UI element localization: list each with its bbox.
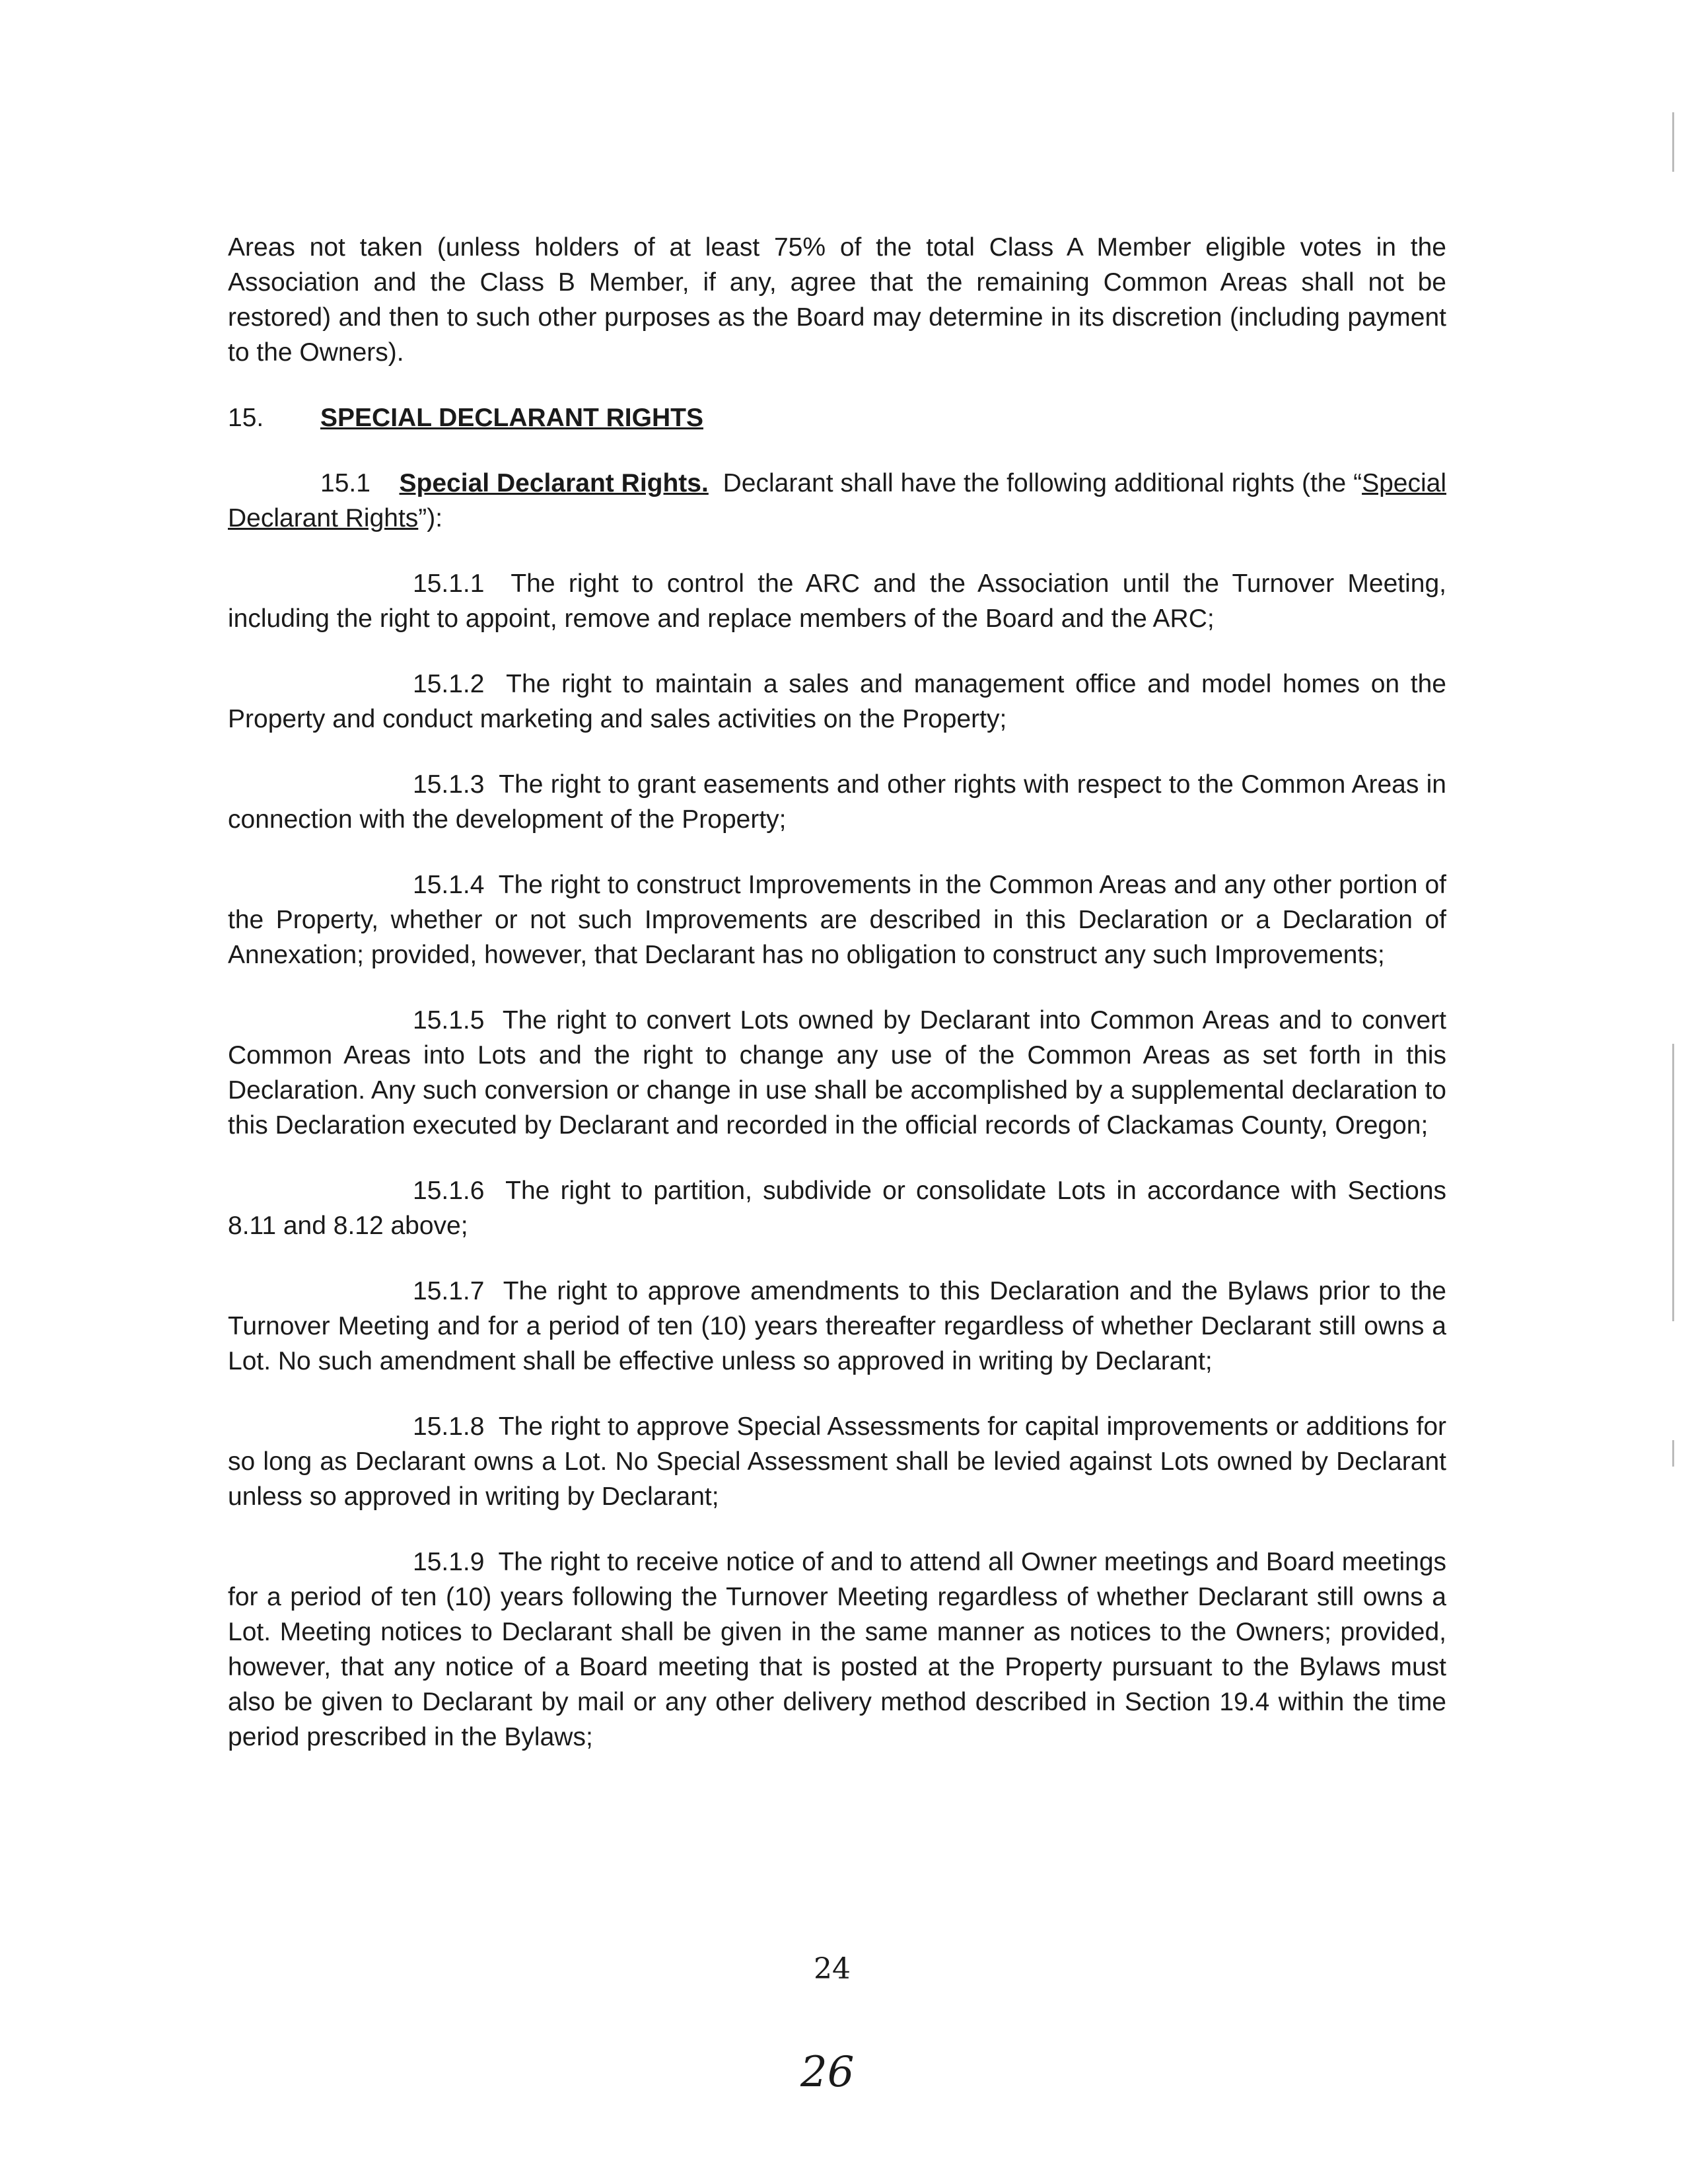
item-text: The right to approve amendments to this Declaration and the Bylaws prior to the Turnover Meeting and for a period of ten (10) years thereafter regardless of whether Declarant still owns a Lot. No such amendment shall be effective unless so approved in writing by Declarant; — [228, 1277, 1446, 1375]
section-number: 15. — [228, 404, 264, 432]
subsection-title: Special Declarant Rights. — [399, 469, 709, 497]
list-item — [228, 1545, 1446, 1755]
scan-margin-mark — [1672, 1044, 1674, 1321]
section-title: SPECIAL DECLARANT RIGHTS — [320, 404, 703, 432]
item-text: The right to partition, subdivide or consolidate Lots in accordance with Sections 8.11 and 8.12 above; — [228, 1177, 1447, 1240]
item-text: The right to convert Lots owned by Declarant into Common Areas and to convert Common Areas into Lots and the right to change any use of the Common Areas as set forth in this Declaration. Any such conversion or change in use shall be accomplished by a supplemental declaration to this Declaration executed by Declarant and recorded in the official records of Clackamas County, Oregon; — [228, 1006, 1447, 1140]
list-item — [228, 1274, 1446, 1379]
section-heading — [228, 400, 1446, 435]
item-number: 15.1.9 — [413, 1548, 485, 1576]
item-number: 15.1.8 — [413, 1412, 485, 1441]
list-item — [228, 667, 1446, 737]
item-text: The right to maintain a sales and management office and model homes on the Property and conduct marketing and sales activities on the Property; — [228, 670, 1446, 733]
item-number: 15.1.7 — [413, 1277, 485, 1305]
list-item — [228, 1409, 1446, 1514]
item-number: 15.1.1 — [413, 569, 485, 598]
item-text: The right to approve Special Assessments for capital improvements or additions for so long as Declarant owns a Lot. No Special Assessment shall be levied against Lots owned by Declarant unless so approved in writing by Declarant; — [228, 1412, 1446, 1511]
item-number: 15.1.4 — [413, 871, 485, 899]
scan-margin-mark — [1672, 112, 1674, 172]
subsection-paragraph — [228, 466, 1446, 536]
subsection-text-after: ”): — [418, 504, 443, 532]
list-item — [228, 767, 1446, 837]
list-item — [228, 867, 1446, 972]
defined-term: Special Declarant Rights — [228, 469, 1446, 532]
page-number: 24 — [814, 1952, 851, 1986]
document-body — [228, 230, 1446, 1785]
list-item — [228, 566, 1446, 636]
list-item — [228, 1003, 1446, 1143]
item-number: 15.1.5 — [413, 1006, 485, 1035]
continuation-paragraph: Areas not taken (unless holders of at least 75% of the total Class A Member eligible votes in the Association and the Class B Member, if any, agree that the remaining Common Areas shall not be restored) and then to such other purposes as the Board may determine in its discretion (including payment to the Owners). — [228, 233, 1446, 367]
subsection-text-before: Declarant shall have the following additional rights (the “ — [723, 469, 1362, 497]
item-number: 15.1.3 — [413, 770, 485, 799]
list-item — [228, 1173, 1446, 1243]
item-text: The right to grant easements and other rights with respect to the Common Areas in connection with the development of the Property; — [228, 770, 1446, 834]
subsection-number: 15.1 — [320, 469, 371, 497]
item-number: 15.1.6 — [413, 1177, 485, 1205]
item-number: 15.1.2 — [413, 670, 485, 698]
item-text: The right to construct Improvements in the Common Areas and any other portion of the Property, whether or not such Improvements are described in this Declaration or a Declaration of Annexation; provided, however, that Declarant has no obligation to construct any such Improvements; — [228, 871, 1446, 969]
scan-margin-mark — [1672, 1440, 1674, 1467]
handwritten-page-number: 26 — [800, 2048, 855, 2097]
item-text: The right to receive notice of and to attend all Owner meetings and Board meetings for a period of ten (10) years following the Turnover Meeting regardless of whether Declarant still owns a Lot. Meeting notices to Declarant shall be given in the same manner as notices to the Owners; provided, however, that any notice of a Board meeting that is posted at the Property pursuant to the Bylaws must also be given to Declarant by mail or any other delivery method described in Section 19.4 within the time period prescribed in the Bylaws; — [228, 1548, 1447, 1751]
item-text: The right to control the ARC and the Association until the Turnover Meeting, including the right to appoint, remove and replace members of the Board and the ARC; — [228, 569, 1446, 633]
